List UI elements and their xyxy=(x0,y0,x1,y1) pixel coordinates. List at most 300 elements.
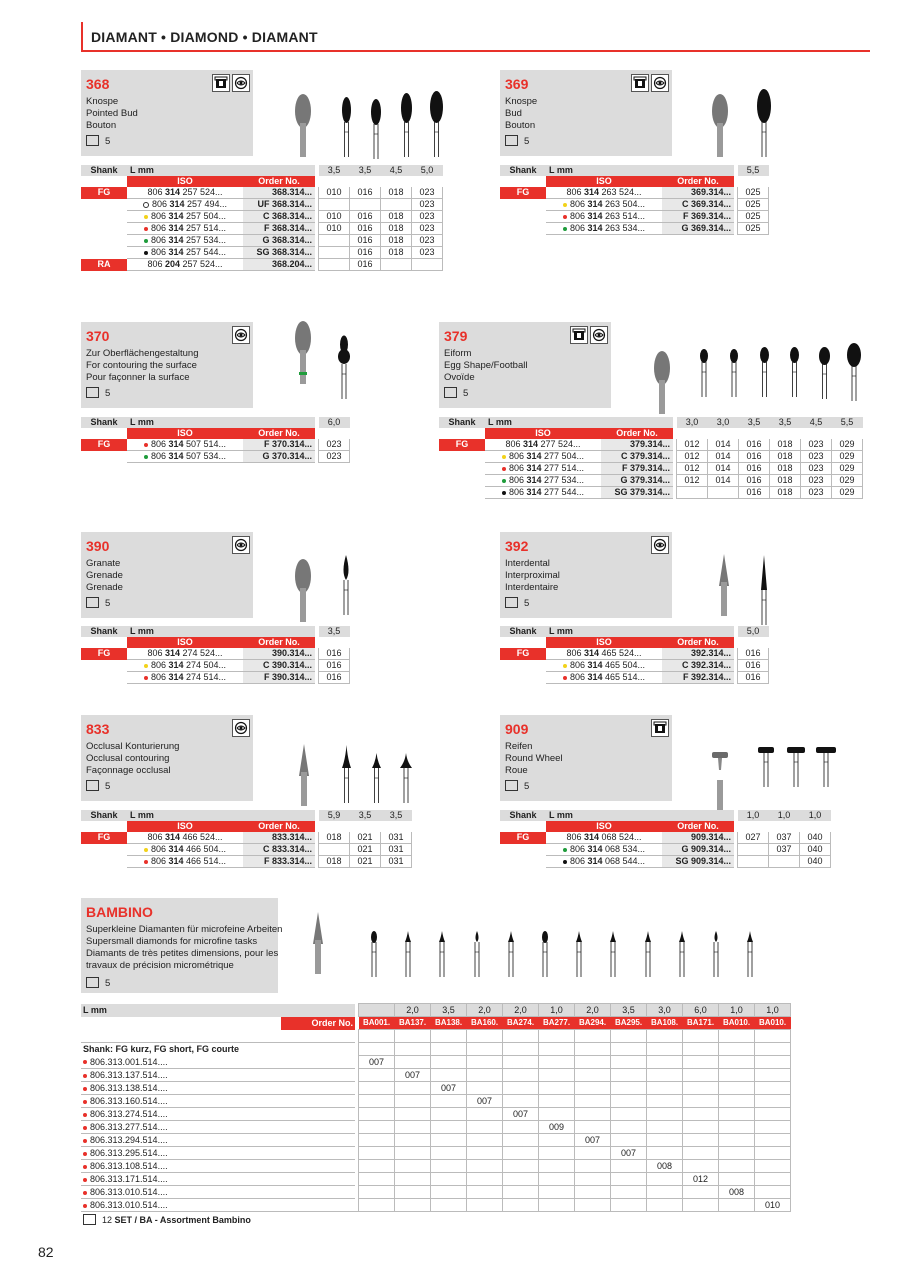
contra-angle-handpiece-icon xyxy=(232,326,250,344)
iso-prefix: 806 xyxy=(508,475,527,485)
grit-dot xyxy=(144,215,148,219)
size-value: 021 xyxy=(350,844,381,856)
iso-prefix: 806 xyxy=(150,223,169,233)
description-line: Occlusal Konturierung xyxy=(86,741,180,752)
iso-number xyxy=(546,199,662,211)
size-value: 016 xyxy=(319,672,350,684)
bur-drawing-909-1 xyxy=(756,746,776,788)
handpiece-icons xyxy=(230,719,250,742)
table-row xyxy=(500,856,831,868)
size-value xyxy=(611,1173,647,1186)
size-value xyxy=(611,1108,647,1121)
size-value xyxy=(381,199,412,211)
table-row xyxy=(81,1147,791,1160)
size-value xyxy=(647,1056,683,1069)
iso-prefix: 806 xyxy=(508,451,527,461)
bambino-bur-11 xyxy=(711,930,721,978)
bambino-code: BA171. xyxy=(683,1017,719,1030)
length-value: 2,0 xyxy=(395,1004,431,1017)
description-line: Round Wheel xyxy=(505,753,563,764)
table-row xyxy=(81,1056,791,1069)
length-value: 3,5 xyxy=(431,1004,467,1017)
iso-number xyxy=(485,475,601,487)
iso-prefix: 806 xyxy=(147,187,165,197)
size-value xyxy=(539,1082,575,1095)
grit-dot xyxy=(83,1152,87,1156)
iso-suffix: 257 544... xyxy=(183,247,227,257)
size-value xyxy=(647,1121,683,1134)
size-value: 016 xyxy=(739,475,770,487)
set-name: SET / BA xyxy=(114,1215,155,1225)
bambino-bur-1 xyxy=(369,930,379,978)
bambino-table xyxy=(81,1003,791,1226)
shank-label: FG xyxy=(81,187,127,199)
length-value: 3,5 xyxy=(381,810,412,821)
size-value: 010 xyxy=(319,223,350,235)
iso-suffix: 507 534... xyxy=(183,451,227,461)
code-text: 806.313.277.514.... xyxy=(90,1122,168,1132)
size-value xyxy=(359,1069,395,1082)
iso-number xyxy=(127,235,243,247)
description-line: Bouton xyxy=(505,120,536,131)
iso-number xyxy=(546,648,662,660)
size-value xyxy=(719,1056,755,1069)
bur-drawing-909-2 xyxy=(785,746,807,788)
product-number: 909 xyxy=(505,721,529,737)
iso-suffix: 263 524... xyxy=(599,187,642,197)
order-number: SG 368.314... xyxy=(243,247,315,259)
size-value xyxy=(647,1147,683,1160)
size-value xyxy=(683,1199,719,1212)
product-number: 392 xyxy=(505,538,529,554)
bur-drawing-833-1 xyxy=(340,744,353,804)
size-value xyxy=(395,1134,431,1147)
grit-dot xyxy=(83,1126,87,1130)
iso-header: ISO xyxy=(485,428,601,439)
description-line: Bud xyxy=(505,108,522,119)
empty-cell xyxy=(738,637,769,648)
size-value xyxy=(755,1056,791,1069)
iso-bold: 314 xyxy=(587,844,603,854)
size-value xyxy=(431,1108,467,1121)
size-value xyxy=(395,1186,431,1199)
size-value xyxy=(738,844,769,856)
empty-cell xyxy=(500,211,546,223)
iso-header: ISO xyxy=(127,428,243,439)
iso-number xyxy=(546,844,662,856)
order-header: Order No. xyxy=(243,428,315,439)
bambino-order-code xyxy=(81,1069,281,1082)
table-row xyxy=(81,856,412,868)
size-value: 014 xyxy=(708,451,739,463)
length-value: 3,0 xyxy=(708,417,739,428)
bur-photo-833 xyxy=(292,742,316,806)
size-value: 018 xyxy=(770,451,801,463)
size-value: 016 xyxy=(739,439,770,451)
bur-drawing-390-1 xyxy=(339,554,353,616)
package-icon xyxy=(86,977,99,988)
table-row xyxy=(500,844,831,856)
lmm-header: L mm xyxy=(127,417,315,428)
size-value xyxy=(611,1160,647,1173)
size-value xyxy=(503,1082,539,1095)
order-number: G 369.314... xyxy=(662,223,734,235)
iso-suffix: 263 514... xyxy=(602,211,646,221)
bambino-order-code xyxy=(81,1186,281,1199)
bambino-order-code xyxy=(81,1160,281,1173)
product-description xyxy=(444,348,527,384)
size-value xyxy=(683,1134,719,1147)
description-line: Roue xyxy=(505,765,528,776)
iso-bold: 314 xyxy=(587,211,603,221)
iso-bold: 314 xyxy=(168,439,184,449)
description-line: Interproximal xyxy=(505,570,560,581)
iso-suffix: 277 514... xyxy=(541,463,585,473)
length-value xyxy=(359,1004,395,1017)
length-row xyxy=(500,165,769,176)
table-row xyxy=(81,199,443,211)
size-value xyxy=(647,1069,683,1082)
size-value xyxy=(611,1121,647,1134)
length-row xyxy=(500,626,769,637)
size-value: 018 xyxy=(770,439,801,451)
empty-cell xyxy=(719,1030,755,1043)
code-text: 806.313.274.514.... xyxy=(90,1109,168,1119)
empty-cell xyxy=(81,672,127,684)
shank-label: FG xyxy=(81,439,127,451)
iso-suffix: 466 514... xyxy=(183,856,227,866)
empty-cell xyxy=(467,1043,503,1056)
code-text: 806.313.138.514.... xyxy=(90,1083,168,1093)
size-value: 016 xyxy=(738,672,769,684)
iso-prefix: 806 xyxy=(569,211,588,221)
description-line: Reifen xyxy=(505,741,533,752)
size-value xyxy=(755,1160,791,1173)
table-row xyxy=(81,1108,791,1121)
size-value xyxy=(539,1173,575,1186)
table-row xyxy=(439,475,863,487)
size-value: 029 xyxy=(832,487,863,499)
order-header: Order No. xyxy=(243,821,315,832)
empty-cell xyxy=(738,176,769,187)
iso-number xyxy=(127,211,243,223)
empty-cell xyxy=(381,176,412,187)
empty-cell xyxy=(832,428,863,439)
order-header: Order No. xyxy=(243,637,315,648)
order-number: 390.314... xyxy=(243,648,315,660)
size-value xyxy=(431,1160,467,1173)
product-description xyxy=(505,741,563,777)
size-value xyxy=(647,1134,683,1147)
size-value xyxy=(395,1056,431,1069)
empty-cell xyxy=(281,1147,355,1160)
grit-dot xyxy=(563,664,567,668)
size-value xyxy=(683,1147,719,1160)
contra-angle-handpiece-icon xyxy=(651,536,669,554)
table-row xyxy=(81,844,412,856)
iso-bold: 314 xyxy=(169,199,185,209)
empty-cell xyxy=(281,1186,355,1199)
size-value xyxy=(319,844,350,856)
size-value xyxy=(431,1069,467,1082)
grit-dot xyxy=(502,455,506,459)
table-row xyxy=(81,451,350,463)
iso-prefix: 806 xyxy=(566,648,584,658)
iso-bold: 314 xyxy=(587,223,603,233)
iso-number xyxy=(546,223,662,235)
product-number: 379 xyxy=(444,328,468,344)
size-value: 023 xyxy=(412,199,443,211)
table-row xyxy=(81,1082,791,1095)
table-row xyxy=(81,1069,791,1082)
handpiece-icons xyxy=(649,719,669,742)
lmm-header: L mm xyxy=(127,810,315,821)
turbine-handpiece-icon xyxy=(631,74,649,92)
order-number: C 369.314... xyxy=(662,199,734,211)
size-value xyxy=(611,1056,647,1069)
empty-cell xyxy=(81,247,127,259)
size-value xyxy=(503,1069,539,1082)
size-value: 023 xyxy=(412,187,443,199)
size-value: 014 xyxy=(708,439,739,451)
iso-bold: 314 xyxy=(164,187,180,197)
table-row xyxy=(81,223,443,235)
grit-dot xyxy=(144,227,148,231)
table-row xyxy=(500,648,769,660)
bambino-bur-3 xyxy=(437,930,447,978)
order-number: F 379.314... xyxy=(601,463,673,475)
length-value: 1,0 xyxy=(800,810,831,821)
size-value: 014 xyxy=(708,463,739,475)
iso-prefix: 806 xyxy=(508,463,527,473)
iso-suffix: 507 514... xyxy=(183,439,227,449)
bambino-bur-4 xyxy=(472,930,482,978)
pack-quantity xyxy=(505,598,529,609)
empty-cell xyxy=(359,1030,395,1043)
iso-suffix: 274 504... xyxy=(183,660,227,670)
size-value: 023 xyxy=(412,211,443,223)
empty-cell xyxy=(81,1030,281,1043)
order-number: G 379.314... xyxy=(601,475,673,487)
bur-photo-370 xyxy=(291,320,315,384)
order-header: Order No. xyxy=(662,176,734,187)
empty-cell xyxy=(755,1030,791,1043)
iso-suffix: 257 534... xyxy=(183,235,227,245)
product-table-392 xyxy=(500,626,769,684)
shank-label: Shank: FG kurz, FG short, FG courte xyxy=(83,1044,240,1055)
lmm-header: L mm xyxy=(127,165,315,176)
bambino-title: BAMBINO xyxy=(86,904,153,920)
code-text: 806.313.001.514.... xyxy=(90,1056,168,1067)
empty-cell xyxy=(81,428,127,439)
empty-cell xyxy=(395,1043,431,1056)
iso-number xyxy=(127,439,243,451)
pack-count: 5 xyxy=(463,388,469,400)
table-row xyxy=(81,1121,791,1134)
size-value: 023 xyxy=(319,439,350,451)
product-table-833 xyxy=(81,810,412,868)
size-value: 023 xyxy=(412,235,443,247)
grit-dot xyxy=(83,1100,87,1104)
order-number: 909.314... xyxy=(662,832,734,844)
description-line: Diamants de très petites dimensions, pour les xyxy=(86,948,279,959)
bambino-order-code xyxy=(81,1056,281,1069)
shank-header: Shank xyxy=(500,165,546,176)
iso-suffix: 466 504... xyxy=(183,844,227,854)
size-value xyxy=(503,1121,539,1134)
size-value xyxy=(719,1108,755,1121)
empty-cell xyxy=(755,1043,791,1056)
bambino-code: BA160. xyxy=(467,1017,503,1030)
iso-prefix: 806 xyxy=(150,451,169,461)
table-row xyxy=(81,1173,791,1186)
grit-dot xyxy=(144,676,148,680)
empty-cell xyxy=(467,1030,503,1043)
empty-cell xyxy=(81,1017,281,1030)
bur-photo-390 xyxy=(291,558,315,622)
table-row xyxy=(81,1199,791,1212)
iso-bold: 314 xyxy=(587,660,603,670)
grit-dot xyxy=(563,215,567,219)
iso-prefix: 806 xyxy=(566,187,584,197)
contra-angle-handpiece-icon xyxy=(590,326,608,344)
size-value xyxy=(539,1095,575,1108)
size-value xyxy=(611,1095,647,1108)
size-value: 031 xyxy=(381,832,412,844)
pack-count: 5 xyxy=(105,781,111,793)
size-value xyxy=(575,1069,611,1082)
grit-dot xyxy=(563,848,567,852)
size-value: 029 xyxy=(832,475,863,487)
length-value: 4,5 xyxy=(381,165,412,176)
bur-photo-369 xyxy=(708,93,732,157)
iso-prefix: 806 xyxy=(147,259,165,269)
iso-prefix: 806 xyxy=(147,832,165,842)
size-value xyxy=(719,1082,755,1095)
size-value: 023 xyxy=(319,451,350,463)
empty-cell xyxy=(439,475,485,487)
size-value: 007 xyxy=(431,1082,467,1095)
empty-cell xyxy=(359,1043,395,1056)
iso-suffix: 257 514... xyxy=(183,223,227,233)
iso-prefix: 806 xyxy=(150,439,169,449)
bambino-code: BA138. xyxy=(431,1017,467,1030)
description-line: Eiform xyxy=(444,348,472,359)
size-value: 008 xyxy=(647,1160,683,1173)
length-value: 1,0 xyxy=(738,810,769,821)
size-value: 023 xyxy=(412,247,443,259)
handpiece-icons xyxy=(230,536,250,559)
size-value: 007 xyxy=(611,1147,647,1160)
size-value: 016 xyxy=(739,463,770,475)
iso-header: ISO xyxy=(127,176,243,187)
iso-number xyxy=(127,672,243,684)
description-line: Interdental xyxy=(505,558,550,569)
column-header-row xyxy=(500,637,769,648)
description-line: Grenade xyxy=(86,570,123,581)
shank-header: Shank xyxy=(81,626,127,637)
empty-cell xyxy=(81,660,127,672)
size-value: 023 xyxy=(801,475,832,487)
bambino-bur-12 xyxy=(745,930,755,978)
size-value xyxy=(611,1069,647,1082)
pack-quantity xyxy=(86,978,110,989)
iso-suffix: 274 514... xyxy=(183,672,227,682)
size-value xyxy=(575,1095,611,1108)
empty-cell xyxy=(81,856,127,868)
size-value xyxy=(359,1173,395,1186)
pack-count: 5 xyxy=(105,388,111,400)
length-value: 3,5 xyxy=(350,810,381,821)
shank-row xyxy=(81,1043,791,1056)
size-value: 016 xyxy=(738,660,769,672)
bambino-code: BA010. xyxy=(755,1017,791,1030)
set-row xyxy=(81,1212,791,1227)
size-value: 014 xyxy=(708,475,739,487)
product-box-833 xyxy=(81,715,253,801)
size-value: 018 xyxy=(770,475,801,487)
iso-suffix: 263 534... xyxy=(602,223,646,233)
size-value xyxy=(683,1095,719,1108)
description-line: For contouring the surface xyxy=(86,360,197,371)
description-line: Interdentaire xyxy=(505,582,559,593)
size-value xyxy=(395,1121,431,1134)
bur-photo-909 xyxy=(708,750,732,814)
grit-dot xyxy=(83,1139,87,1143)
code-text: 806.313.160.514.... xyxy=(90,1096,168,1106)
pack-quantity xyxy=(86,598,110,609)
length-value: 3,5 xyxy=(739,417,770,428)
size-value xyxy=(719,1199,755,1212)
size-value: 025 xyxy=(738,223,769,235)
size-value xyxy=(350,199,381,211)
size-value: 012 xyxy=(683,1173,719,1186)
bambino-bur-8 xyxy=(608,930,618,978)
code-text: 806.313.010.514.... xyxy=(90,1187,168,1197)
package-icon xyxy=(444,387,457,398)
shank-label: FG xyxy=(81,648,127,660)
grit-dot xyxy=(144,251,148,255)
size-value xyxy=(575,1147,611,1160)
bambino-order-code xyxy=(81,1108,281,1121)
iso-number xyxy=(546,856,662,868)
table-row xyxy=(81,1160,791,1173)
size-value xyxy=(503,1134,539,1147)
size-value: 018 xyxy=(381,223,412,235)
table-row xyxy=(500,211,769,223)
grit-dot xyxy=(83,1204,87,1208)
empty-cell xyxy=(500,672,546,684)
contra-angle-handpiece-icon xyxy=(232,719,250,737)
size-value xyxy=(467,1108,503,1121)
size-value: 016 xyxy=(350,187,381,199)
bur-drawing-392-1 xyxy=(759,554,769,626)
product-box-369 xyxy=(500,70,672,156)
size-value: 029 xyxy=(832,463,863,475)
product-table-909 xyxy=(500,810,831,868)
empty-cell xyxy=(739,428,770,439)
size-value: 016 xyxy=(350,211,381,223)
size-value xyxy=(755,1121,791,1134)
shank-label: FG xyxy=(439,439,485,451)
size-value xyxy=(359,1186,395,1199)
order-number: C 368.314... xyxy=(243,211,315,223)
size-value xyxy=(467,1147,503,1160)
size-value: 018 xyxy=(381,211,412,223)
table-row xyxy=(81,832,412,844)
length-row xyxy=(439,417,863,428)
shank-header: Shank xyxy=(81,810,127,821)
